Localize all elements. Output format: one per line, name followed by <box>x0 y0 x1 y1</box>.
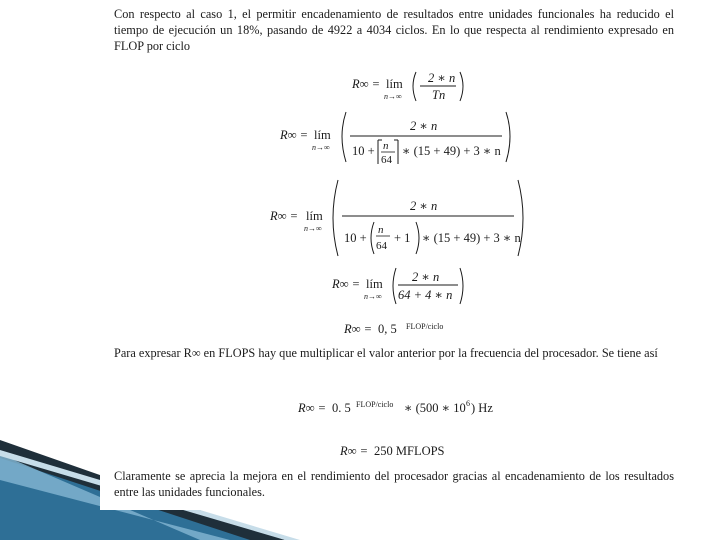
eq2-paren-right <box>506 112 510 162</box>
eq2-frac-num: n <box>383 140 389 152</box>
eq4-lhs: R∞ = <box>332 277 361 291</box>
eq4-paren-right <box>460 268 463 304</box>
eq1-num: 2 ∗ n <box>428 71 456 85</box>
eq3-den-a: 10 + <box>344 231 367 245</box>
eq5-lhs: R∞ = <box>344 322 373 336</box>
eq4-paren-left <box>393 268 396 304</box>
eq3-den-b: ∗ (15 + 49) + 3 ∗ n <box>422 231 521 245</box>
equation-5 <box>344 318 464 338</box>
eq3-lhs: R∞ = <box>270 209 299 223</box>
eq1-paren-left <box>413 72 416 101</box>
equation-4 <box>332 266 472 306</box>
eq2-den-b: ∗ (15 + 49) + 3 ∗ n <box>402 144 501 158</box>
eq3-frac-den: 64 <box>376 240 387 252</box>
eq6-lhs: R∞ = <box>298 401 327 415</box>
equation-3 <box>270 178 530 258</box>
eq2-lhs: R∞ = <box>280 128 309 142</box>
eq5-unit: FLOP/ciclo <box>406 322 444 331</box>
eq3-num: 2 ∗ n <box>410 199 438 213</box>
eq7-value: 250 MFLOPS <box>374 444 445 458</box>
eq4-num: 2 ∗ n <box>412 270 440 284</box>
eq2-paren-left <box>342 112 346 162</box>
equation-1 <box>352 68 472 108</box>
equation-7 <box>340 440 470 460</box>
document-page <box>100 0 680 510</box>
paragraph-conclusion: Claramente se aprecia la mejora en el rendimiento del procesador gracias al encadenamiento de los resultados entre las unidades funcionales. <box>114 469 674 499</box>
eq6-unit: FLOP/ciclo <box>356 400 394 409</box>
eq2-lim: lím <box>314 128 331 142</box>
paragraph-flops: Para expresar R∞ en FLOPS hay que multiplicar el valor anterior por la frecuencia del procesador. Se tiene así <box>114 346 658 360</box>
eq1-lhs: R∞ = <box>352 77 381 91</box>
eq1-lim: lím <box>386 77 403 91</box>
eq1-lim-sub: n→∞ <box>384 92 402 101</box>
eq2-den-a: 10 + <box>352 144 375 158</box>
eq3-frac-num: n <box>378 224 384 236</box>
eq3-lim-sub: n→∞ <box>304 224 322 233</box>
eq1-den: Tn <box>432 88 446 102</box>
eq2-lim-sub: n→∞ <box>312 143 330 152</box>
eq7-lhs: R∞ = <box>340 444 369 458</box>
eq2-num: 2 ∗ n <box>410 119 438 133</box>
eq3-lim: lím <box>306 209 323 223</box>
eq2-frac-den: 64 <box>381 154 392 166</box>
eq4-lim: lím <box>366 277 383 291</box>
equation-2 <box>280 108 520 166</box>
eq6-rest: ∗ (500 ∗ 10 <box>404 401 466 415</box>
eq5-value: 0, 5 <box>378 322 397 336</box>
eq3-plus-one: + 1 <box>394 231 411 245</box>
eq6-value: 0. 5 <box>332 401 351 415</box>
eq3-paren-left <box>333 180 338 256</box>
eq4-den: 64 + 4 ∗ n <box>398 288 453 302</box>
equation-6 <box>298 396 518 418</box>
eq4-lim-sub: n→∞ <box>364 292 382 301</box>
eq1-paren-right <box>460 72 463 101</box>
eq6-tail: ) Hz <box>471 401 493 415</box>
paragraph-intro: Con respecto al caso 1, el permitir encadenamiento de resultados entre unidades funcionales ha reducido el tiempo de ejecución un 18%, pasando de 4922 a 4034 ciclos. En lo que respecta al rendimiento expresado en FLOP por ciclo <box>114 7 674 53</box>
eq6-exp: 6 <box>466 399 470 408</box>
